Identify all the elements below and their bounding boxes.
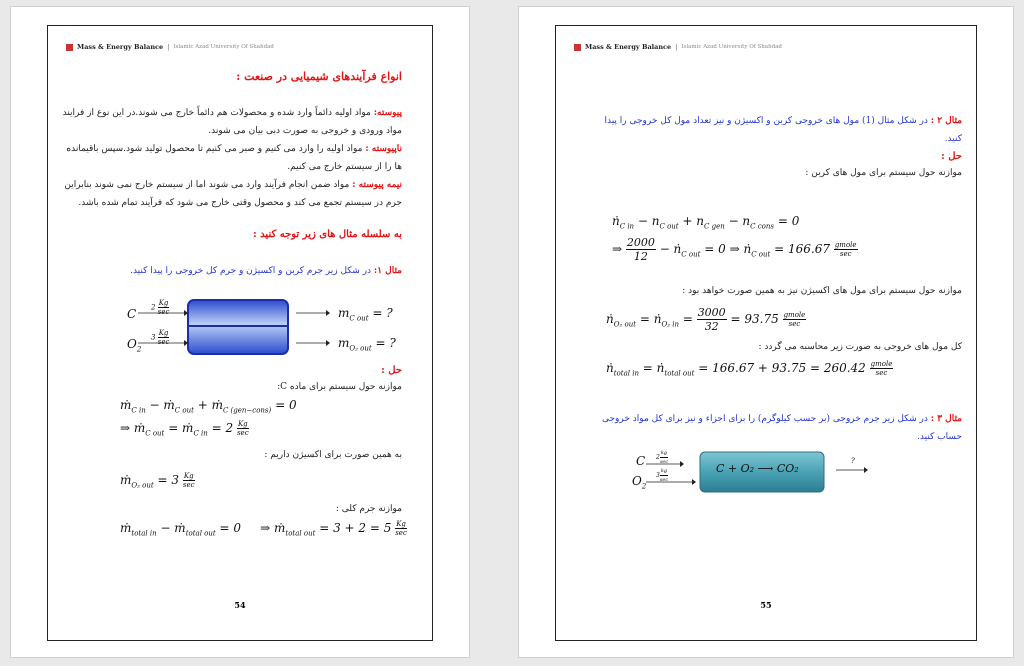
example-1: مثال ۱: در شکل زیر جرم کربن و اکسیژن و جرم کل خروجی را پیدا کنید. [130,266,402,276]
batch-definition: ناپیوسته : مواد اولیه را وارد می کنیم و صبر می کنیم تا محصول تولید شود.سپس باقیمانده ها را از سیستم خارج می کنیم. [66,144,402,172]
carbon-balance-text: موازنه حول سیستم برای ماده C: [277,382,402,392]
input-carbon-label: C [636,454,646,468]
page-number: 55 [760,600,772,610]
equation-3: ṁ$_{O_2 out}$ = 3 $\frac{Kg}{\sec}$ [120,472,195,490]
equation-a: ṅ$_{C in}$ − $n_{C out} + n_{C gen} - n_{C cons} = 0$ [612,214,800,231]
oxygen-balance-text: به همین صورت برای اکسیژن داریم : [264,450,402,460]
equation-c: ṅ$_{O_2 out}$ = ṅ$_{O_2 in}$ = $\frac{3000}{32} = 93.75$ $\frac{\text{gmole}}{\sec}$ [606,306,806,333]
example-3: مثال ۳ : در شکل زیر جرم خروجی (بر حسب کیلوگرم) را برای اجزاء و نیز برای کل مواد خروجی حساب کنید. [601,414,962,442]
input-carbon-rate: 2 $\frac{Kg}{\sec}$ [151,299,170,316]
page-55 [518,6,1014,658]
page-frame [555,25,977,641]
equation-1: ṁ$_{C in}$ − ṁ$_{C out}$ + ṁ$_{C (gen-cons)}$ = 0 [120,398,297,415]
input-oxygen-label: $O_2$ [127,337,142,354]
continuous-definition: پیوسته: مواد اولیه دائماً وارد شده و محصولات هم دائماً خارج می شوند.در این نوع از فرایند مواد ورودی و خروجی به صورت دبی بیان می شوند. [62,108,402,136]
equation-b: ⇒ $\frac{2000}{12}$ − ṅ$_{C out}$ = 0 ⇒ ṅ$_{C out}$ = 166.67 $\frac{\text{gmole}}{\sec}$ [612,236,857,263]
output-unknown: ? [851,457,855,465]
header-title: Mass & Energy Balance [585,43,672,51]
semibatch-definition: نیمه پیوسته : مواد ضمن انجام فرآیند وارد می شوند اما از سیستم خارج نمی شوند بنابراین جرم در سیستم تجمع می کند و محصول وقتی خارج می شود که فرآیند تمام شده باشد. [64,180,402,208]
equation-d: ṅ$_{total in}$ = ṅ$_{total out}$ = 166.67 + 93.75 = 260.42 $\frac{\text{gmole}}{\sec}$ [606,360,893,378]
examples-heading: به سلسله مثال های زیر توجه کنید : [253,229,402,240]
page-header: Mass & Energy Balance | Islamic Azad University Of Shahdad [66,40,422,54]
equation-2: ⇒ ṁ$_{C out}$ = ṁ$_{C in}$ = 2 $\frac{Kg}{\sec}$ [120,420,249,438]
header-title: Mass & Energy Balance [77,43,164,51]
reaction-equation: C + O₂ ⟶ CO₂ [716,462,799,475]
example-2: مثال ۲ : در شکل مثال (1) مول های خروجی کربن و اکسیژن و نیز تعداد مول کل خروجی را پیدا کنید. [604,116,962,144]
header-subtitle: Islamic Azad University Of Shahdad [173,44,274,50]
university-logo-icon [574,44,581,51]
section-heading: انواع فرآیندهای شیمیایی در صنعت : [236,70,402,83]
header-subtitle: Islamic Azad University Of Shahdad [681,44,782,50]
equation-4: ṁ$_{total in}$ − ṁ$_{total out}$ = 0 ⇒ ṁ$_{total out}$ = 3 + 2 = 5 $\frac{Kg}{\sec}$ [120,520,407,538]
solution-label: حل : [941,151,962,162]
input-oxygen-label: $O_2$ [632,474,647,491]
page-frame [47,25,433,641]
oxygen-moles-text: موازنه حول سیستم برای مول های اکسیژن نیز به همین صورت خواهد بود : [682,286,962,296]
page-header: Mass & Energy Balance | Islamic Azad University Of Shahdad [574,40,966,54]
solution-label: حل : [381,365,402,376]
input-oxygen-rate: 3 $\frac{kg}{\sec}$ [656,468,669,483]
process-definitions [62,104,402,212]
university-logo-icon [66,44,73,51]
output-carbon: $m_{C out}$ = ? [338,306,393,323]
total-moles-text: کل مول های خروجی به صورت زیر محاسبه می گردد : [758,342,962,352]
input-oxygen-rate: 3 $\frac{Kg}{\sec}$ [151,329,170,346]
output-oxygen: $m_{O_2 out}$ = ? [338,336,396,353]
page-54 [10,6,470,658]
page-number: 54 [234,600,246,610]
carbon-moles-text: موازنه حول سیستم برای مول های کربن : [805,168,962,178]
input-carbon-rate: 2 $\frac{kg}{\sec}$ [656,450,669,465]
input-carbon-label: C [127,307,137,321]
total-mass-text: موازنه جرم کلی : [335,504,402,514]
